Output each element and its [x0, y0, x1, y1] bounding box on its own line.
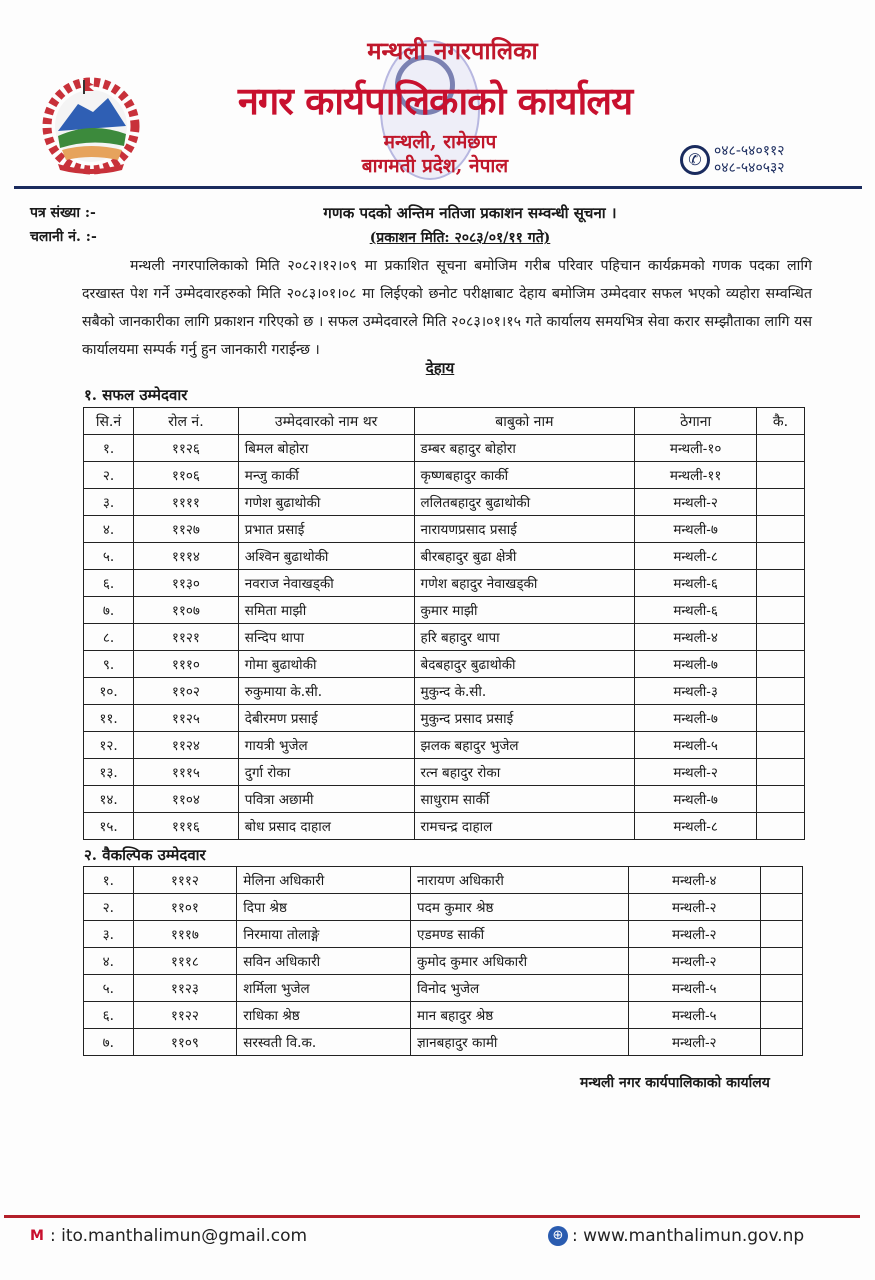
cell-serial: १३. [84, 759, 134, 786]
cell-serial: १. [84, 435, 134, 462]
cell-roll: ११०१ [133, 894, 237, 921]
table-row [84, 435, 805, 462]
table-row [84, 732, 805, 759]
cell-serial: ७. [84, 1029, 134, 1056]
cell-remarks [757, 543, 805, 570]
successful-candidates-table [83, 407, 805, 840]
cell-remarks [760, 1029, 802, 1056]
cell-serial: ५. [84, 975, 134, 1002]
cell-name: गोमा बुढाथोकी [238, 651, 414, 678]
footer-email [28, 1226, 307, 1246]
footer-website [548, 1226, 804, 1246]
cell-father: बेदबहादुर बुढाथोकी [414, 651, 635, 678]
cell-father: झलक बहादुर भुजेल [414, 732, 635, 759]
table-row [84, 597, 805, 624]
phone-block [680, 143, 785, 177]
cell-name: दुर्गा रोका [238, 759, 414, 786]
table-row [84, 705, 805, 732]
cell-serial: ७. [84, 597, 134, 624]
section-alternate-title: २. वैकल्पिक उम्मेदवार [84, 846, 206, 864]
cell-remarks [757, 570, 805, 597]
cell-remarks [757, 732, 805, 759]
alternate-candidates-table [83, 866, 803, 1056]
cell-father: कृष्णबहादुर कार्की [414, 462, 635, 489]
cell-roll: १११४ [133, 543, 238, 570]
table-row [84, 894, 803, 921]
header-roll: रोल नं. [133, 408, 238, 435]
cell-serial: ८. [84, 624, 134, 651]
cell-serial: ९. [84, 651, 134, 678]
cell-serial: ३. [84, 921, 134, 948]
cell-roll: ११०६ [133, 462, 238, 489]
cell-serial: १०. [84, 678, 134, 705]
table-row [84, 786, 805, 813]
cell-roll: १११७ [133, 921, 237, 948]
table-row [84, 1002, 803, 1029]
cell-name: दिपा श्रेष्ठ [237, 894, 411, 921]
annex-heading: देहाय [425, 359, 455, 377]
cell-address: मन्थली-६ [635, 570, 757, 597]
cell-name: मेलिना अधिकारी [237, 867, 411, 894]
location-line-1: मन्थली, रामेछाप [383, 131, 497, 153]
table-row [84, 651, 805, 678]
cell-address: मन्थली-११ [635, 462, 757, 489]
cell-roll: १११८ [133, 948, 237, 975]
publish-date: (प्रकाशन मिति: २०८३/०१/११ गते) [369, 230, 551, 246]
table-header-row [84, 408, 805, 435]
header-serial: सि.नं [84, 408, 134, 435]
cell-roll: ११०७ [133, 597, 238, 624]
footer-divider [4, 1215, 860, 1218]
cell-remarks [760, 921, 802, 948]
cell-serial: १४. [84, 786, 134, 813]
cell-father: रत्न बहादुर रोका [414, 759, 635, 786]
cell-father: मान बहादुर श्रेष्ठ [411, 1002, 629, 1029]
location-line-2: बागमती प्रदेश, नेपाल [361, 155, 509, 177]
cell-address: मन्थली-२ [635, 489, 757, 516]
cell-serial: २. [84, 462, 134, 489]
table-row [84, 921, 803, 948]
cell-roll: ११२५ [133, 705, 238, 732]
cell-father: नारायणप्रसाद प्रसाई [414, 516, 635, 543]
cell-remarks [757, 786, 805, 813]
dispatch-number-label: चलानी नं. :- [30, 229, 97, 245]
cell-remarks [757, 813, 805, 840]
cell-roll: ११२२ [133, 1002, 237, 1029]
cell-father: पदम कुमार श्रेष्ठ [411, 894, 629, 921]
cell-address: मन्थली-३ [635, 678, 757, 705]
cell-name: निरमाया तोलाङ्गे [237, 921, 411, 948]
table-row [84, 516, 805, 543]
cell-name: समिता माझी [238, 597, 414, 624]
table-row [84, 489, 805, 516]
cell-serial: १५. [84, 813, 134, 840]
cell-father: बीरबहादुर बुढा क्षेत्री [414, 543, 635, 570]
cell-remarks [757, 597, 805, 624]
header-father: बाबुको नाम [414, 408, 635, 435]
cell-name: रुकुमाया के.सी. [238, 678, 414, 705]
table-row [84, 570, 805, 597]
cell-remarks [757, 516, 805, 543]
cell-serial: १. [84, 867, 134, 894]
cell-roll: ११२६ [133, 435, 238, 462]
cell-address: मन्थली-६ [635, 597, 757, 624]
cell-address: मन्थली-७ [635, 786, 757, 813]
cell-address: मन्थली-२ [628, 1029, 760, 1056]
cell-address: मन्थली-४ [635, 624, 757, 651]
signoff: मन्थली नगर कार्यपालिकाको कार्यालय [580, 1075, 770, 1091]
cell-roll: ११०९ [133, 1029, 237, 1056]
cell-name: नवराज नेवाखड्की [238, 570, 414, 597]
cell-address: मन्थली-२ [628, 921, 760, 948]
cell-father: साधुराम सार्की [414, 786, 635, 813]
cell-remarks [757, 651, 805, 678]
cell-address: मन्थली-८ [635, 813, 757, 840]
table-row [84, 867, 803, 894]
cell-father: एडमण्ड सार्की [411, 921, 629, 948]
cell-father: नारायण अधिकारी [411, 867, 629, 894]
cell-serial: १२. [84, 732, 134, 759]
cell-address: मन्थली-५ [635, 732, 757, 759]
cell-address: मन्थली-८ [635, 543, 757, 570]
cell-father: कुमोद कुमार अधिकारी [411, 948, 629, 975]
table-row [84, 624, 805, 651]
cell-serial: ६. [84, 570, 134, 597]
section-successful-title: १. सफल उम्मेदवार [84, 386, 188, 404]
cell-name: गणेश बुढाथोकी [238, 489, 414, 516]
table-row [84, 543, 805, 570]
header-divider [14, 186, 862, 189]
cell-roll: १११६ [133, 813, 238, 840]
cell-serial: ४. [84, 516, 134, 543]
cell-roll: १११५ [133, 759, 238, 786]
cell-serial: ५. [84, 543, 134, 570]
cell-father: ज्ञानबहादुर कामी [411, 1029, 629, 1056]
cell-address: मन्थली-५ [628, 975, 760, 1002]
cell-remarks [757, 678, 805, 705]
phone-number-1: ०४८-५४०११२ [714, 143, 785, 159]
cell-father: मुकुन्द प्रसाद प्रसाई [414, 705, 635, 732]
cell-address: मन्थली-७ [635, 516, 757, 543]
cell-address: मन्थली-५ [628, 1002, 760, 1029]
cell-father: रामचन्द्र दाहाल [414, 813, 635, 840]
cell-serial: २. [84, 894, 134, 921]
mail-icon: M [30, 1228, 44, 1244]
cell-name: अश्विन बुढाथोकी [238, 543, 414, 570]
cell-father: गणेश बहादुर नेवाखड्की [414, 570, 635, 597]
header-name: उम्मेदवारको नाम थर [238, 408, 414, 435]
cell-remarks [757, 759, 805, 786]
header-address: ठेगाना [635, 408, 757, 435]
cell-roll: ११२३ [133, 975, 237, 1002]
cell-address: मन्थली-२ [635, 759, 757, 786]
cell-father: विनोद भुजेल [411, 975, 629, 1002]
table-row [84, 759, 805, 786]
cell-name: मन्जु कार्की [238, 462, 414, 489]
cell-remarks [757, 705, 805, 732]
cell-name: राधिका श्रेष्ठ [237, 1002, 411, 1029]
cell-remarks [760, 1002, 802, 1029]
notice-subject: गणक पदको अन्तिम नतिजा प्रकाशन सम्वन्धी सूचना । [323, 204, 617, 222]
cell-serial: ४. [84, 948, 134, 975]
cell-remarks [757, 624, 805, 651]
cell-roll: ११०२ [133, 678, 238, 705]
cell-name: बिमल बोहोरा [238, 435, 414, 462]
cell-name: सन्दिप थापा [238, 624, 414, 651]
cell-father: कुमार माझी [414, 597, 635, 624]
office-title: नगर कार्यपालिकाको कार्यालय [237, 79, 633, 123]
cell-remarks [760, 975, 802, 1002]
org-name: मन्थली नगरपालिका [367, 36, 538, 65]
cell-address: मन्थली-१० [635, 435, 757, 462]
cell-remarks [760, 867, 802, 894]
cell-father: ललितबहादुर बुढाथोकी [414, 489, 635, 516]
cell-roll: ११२१ [133, 624, 238, 651]
cell-name: गायत्री भुजेल [238, 732, 414, 759]
cell-address: मन्थली-२ [628, 894, 760, 921]
cell-roll: ११११ [133, 489, 238, 516]
cell-serial: ६. [84, 1002, 134, 1029]
nepal-emblem-logo [38, 76, 144, 176]
cell-roll: ११२४ [133, 732, 238, 759]
table-row [84, 948, 803, 975]
cell-roll: ११०४ [133, 786, 238, 813]
cell-remarks [757, 462, 805, 489]
cell-address: मन्थली-२ [628, 948, 760, 975]
cell-name: बोध प्रसाद दाहाल [238, 813, 414, 840]
cell-roll: ११३० [133, 570, 238, 597]
cell-name: प्रभात प्रसाई [238, 516, 414, 543]
cell-name: शर्मिला भुजेल [237, 975, 411, 1002]
cell-roll: १११० [133, 651, 238, 678]
cell-remarks [760, 948, 802, 975]
cell-name: पवित्रा अछामी [238, 786, 414, 813]
phone-number-2: ०४८-५४०५३२ [714, 160, 785, 176]
cell-father: डम्बर बहादुर बोहोरा [414, 435, 635, 462]
globe-icon: ⊕ [548, 1226, 568, 1246]
table-row [84, 813, 805, 840]
cell-father: मुकुन्द के.सी. [414, 678, 635, 705]
cell-serial: ११. [84, 705, 134, 732]
cell-address: मन्थली-७ [635, 705, 757, 732]
cell-name: सविन अधिकारी [237, 948, 411, 975]
cell-roll: ११२७ [133, 516, 238, 543]
cell-serial: ३. [84, 489, 134, 516]
cell-remarks [757, 489, 805, 516]
cell-name: सरस्वती वि.क. [237, 1029, 411, 1056]
table-row [84, 1029, 803, 1056]
table-row [84, 678, 805, 705]
cell-roll: १११२ [133, 867, 237, 894]
website-url[interactable]: : www.manthalimun.gov.np [572, 1226, 805, 1246]
letter-number-label: पत्र संख्या :- [30, 205, 96, 221]
cell-remarks [757, 435, 805, 462]
cell-father: हरि बहादुर थापा [414, 624, 635, 651]
table-row [84, 975, 803, 1002]
cell-name: देबीरमण प्रसाई [238, 705, 414, 732]
cell-address: मन्थली-४ [628, 867, 760, 894]
cell-address: मन्थली-७ [635, 651, 757, 678]
email-address[interactable]: : ito.manthalimun@gmail.com [50, 1226, 308, 1246]
phone-icon: ✆ [680, 145, 710, 175]
header-remarks: कै. [757, 408, 805, 435]
notice-body: मन्थली नगरपालिकाको मिति २०८२।१२।०९ मा प्रकाशित सूचना बमोजिम गरीब परिवार पहिचान कार्यक्रमको गणक पदका लागि दरखास्त पेश गर्ने उम्मेदवारहरुको मिति २०८३।०१।०८ मा लिईएको छनोट परीक्षाबाट देहाय बमोजिम उम्मेदवार सफल भएको व्यहोरा सम्वन्धित सबैको जानकारीका लागि प्रकाशन गरिएको छ । सफल उम्मेदवारले मिति २०८३।०१।१५ गते कार्यालय समयभित्र सेवा करार सम्झौताका लागि यस कार्यालयमा सम्पर्क गर्नु हुन जानकारी गराईन्छ । [82, 258, 812, 358]
cell-remarks [760, 894, 802, 921]
table-row [84, 462, 805, 489]
